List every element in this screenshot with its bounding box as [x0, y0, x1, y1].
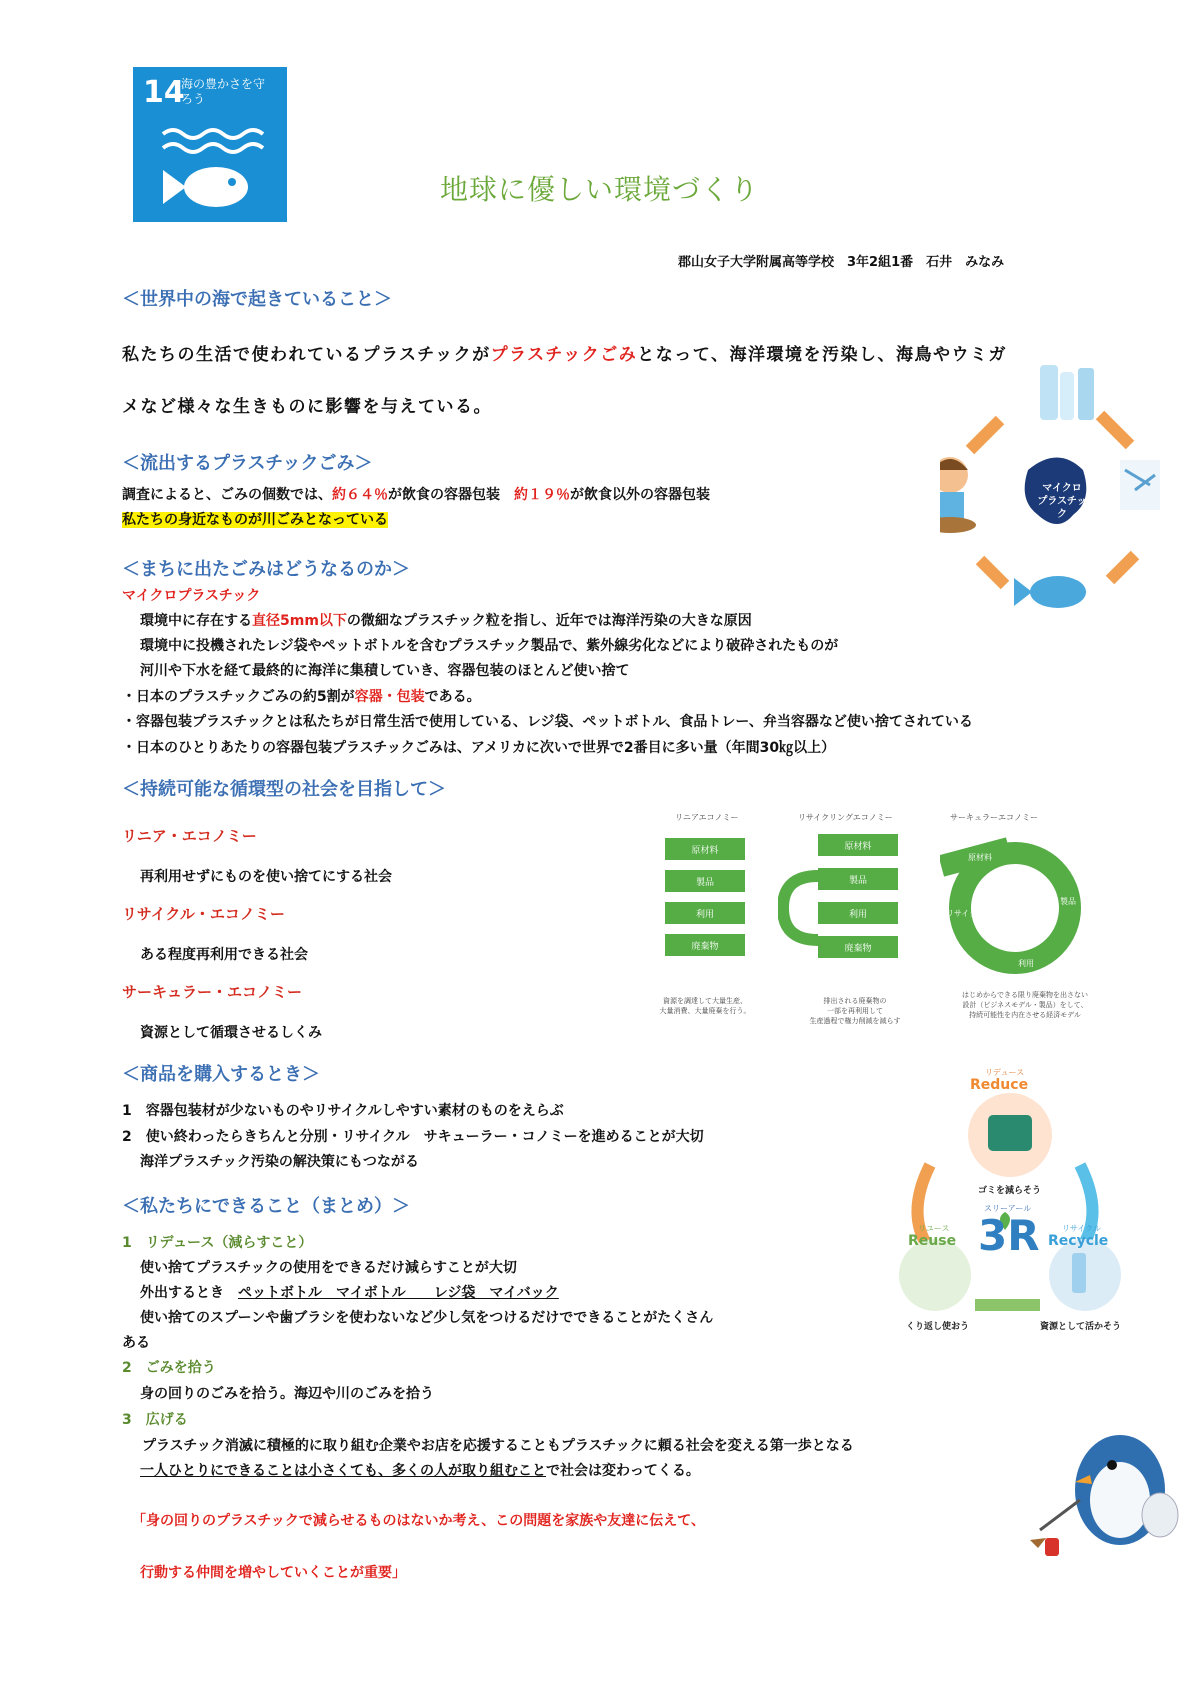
recycling-step: 原材料: [818, 834, 898, 856]
reuse-label: Reuse: [908, 1233, 957, 1249]
linear-note: 資源を調達して大量生産、 大量消費、大量廃棄を行う。: [659, 997, 751, 1015]
sdg14-logo: [133, 67, 287, 222]
reduce-label: Reduce: [970, 1077, 1029, 1093]
summary-item-2-title: 2 ごみを拾う: [122, 1360, 216, 1376]
closing-quote-line2: 行動する仲間を増やしていくことが重要」: [140, 1565, 406, 1581]
reuse-kana: リユース: [918, 1224, 950, 1233]
recycling-step: 廃棄物: [818, 936, 898, 958]
circular-label: 製品: [1060, 897, 1076, 906]
heading-purchasing: ＜商品を購入するとき＞: [122, 1064, 320, 1085]
bullet-packaging-definition: ・容器包装プラスチックとは私たちが日常生活で使用している、レジ袋、ペットボトル、食品トレー、弁当容器など使い捨てされている: [122, 714, 973, 730]
microplastic-line1: 環境中に存在する直径5mm以下の微細なプラスチック粒を指し、近年では海洋汚染の大きな原因: [140, 613, 752, 629]
sdg-number: 14: [143, 75, 185, 110]
three-r-diagram: [890, 1065, 1130, 1345]
summary-item-3-line2: 一人ひとりにできることは小さくても、多くの人が取り組むことで社会は変わってくる。: [140, 1463, 700, 1479]
cycle-center-label: マイクロ プラスチック: [1037, 483, 1087, 520]
circular-diagram-title: サーキュラーエコノミー: [950, 813, 1038, 822]
closing-quote-line1: 「身の回りのプラスチックで減らせるものはないか考え、この問題を家族や友達に伝えて、: [132, 1513, 706, 1529]
heading-circular-society: ＜持続可能な循環型の社会を目指して＞: [122, 779, 446, 800]
recycling-diagram-title: リサイクリングエコノミー: [798, 813, 893, 822]
recycle-economy-desc: ある程度再利用できる社会: [140, 947, 308, 963]
penguin-picking-litter-illustration: [1020, 1420, 1180, 1570]
linear-step: 原材料: [665, 838, 745, 860]
summary-item-3-line1: プラスチック消滅に積極的に取り組む企業やお店を応援することもプラスチックに頼る社会を変える第一歩となる: [142, 1438, 854, 1454]
linear-step: 廃棄物: [665, 934, 745, 956]
ocean-text-line2: メなど様々な生きものに影響を与えている。: [122, 397, 492, 417]
heading-world-ocean: ＜世界中の海で起きていること＞: [122, 289, 392, 310]
summary-item-1-line2: 外出するとき ペットボトル マイボトル レジ袋 マイバック: [140, 1285, 559, 1301]
purchase-tip-note: 海洋プラスチック汚染の解決策にもつながる: [140, 1154, 419, 1170]
page-title: 地球に優しい環境づくり: [440, 173, 760, 206]
recycle-label: Recycle: [1048, 1233, 1109, 1249]
three-r-kana: スリーアール: [984, 1204, 1032, 1213]
purchase-tip-2: 2 使い終わったらきちんと分別・リサイクル サキューラー・コノミーを進めることが大切: [122, 1129, 704, 1145]
purchase-tip-1: 1 容器包装材が少ないものやリサイクルしやすい素材のものをえらぶ: [122, 1103, 564, 1119]
heading-plastic-outflow: ＜流出するプラスチックごみ＞: [122, 453, 373, 474]
linear-economy-title: リニア・エコノミー: [122, 827, 257, 845]
three-r-title: 3R: [978, 1211, 1040, 1260]
microplastic-line3: 河川や下水を経て最終的に海洋に集積していき、容器包装のほとんど使い捨て: [140, 663, 630, 679]
summary-item-1-line4: ある: [122, 1335, 150, 1351]
author-line: 郡山女子大学附属高等学校 3年2組1番 石井 みなみ: [678, 255, 1005, 270]
recycle-economy-title: リサイクル・エコノミー: [122, 905, 285, 923]
survey-text: 調査によると、ごみの個数では、約６４％が飲食の容器包装 約１９％が飲食以外の容器包装: [122, 487, 710, 503]
ocean-text-line1: 私たちの生活で使われているプラスチックがプラスチックごみとなって、海洋環境を汚染し、海鳥やウミガ: [122, 345, 1007, 365]
circular-label: リサイクル: [946, 909, 985, 918]
recycling-note: 排出される廃棄物の 一部を再利用して 生産過程で権力削減を減らす: [809, 997, 901, 1025]
recycle-caption: 資源として活かそう: [1040, 1322, 1122, 1332]
economy-models-diagram: [650, 808, 1180, 1038]
circular-note: はじめからできる限り廃棄物を出さない 設計（ビジネスモデル・製品）をして、 持続可能性を内在させる経済モデル: [962, 991, 1088, 1019]
sdg-caption: 海の豊かさを守ろう: [181, 77, 266, 106]
recycling-step: 製品: [818, 868, 898, 890]
linear-step: 製品: [665, 870, 745, 892]
summary-item-1-line1: 使い捨てプラスチックの使用をできるだけ減らすことが大切: [140, 1260, 517, 1276]
bullet-packaging-share: ・日本のプラスチックごみの約5割が容器・包装である。: [122, 689, 481, 705]
circular-label: 原材料: [968, 853, 992, 862]
heading-summary: ＜私たちにできること（まとめ）＞: [122, 1196, 410, 1217]
recycling-loop-arrow: [778, 868, 822, 948]
recycle-kana: リサイクル: [1062, 1224, 1101, 1233]
summary-item-1-line3: 使い捨てのスプーンや歯ブラシを使わないなど少し気をつけるだけでできることがたくさん: [140, 1310, 714, 1326]
reuse-caption: くり返し使おう: [906, 1322, 970, 1332]
recycling-step: 利用: [818, 902, 898, 924]
fish-icon: [158, 122, 268, 217]
reduce-caption: ゴミを減らそう: [978, 1186, 1042, 1196]
summary-item-2-line1: 身の回りのごみを拾う。海辺や川のごみを拾う: [140, 1386, 434, 1402]
heading-street-litter: ＜まちに出たごみはどうなるのか＞: [122, 559, 410, 580]
circular-economy-title: サーキュラー・エコノミー: [122, 983, 303, 1001]
microplastic-subheading: マイクロプラスチック: [122, 588, 261, 604]
bullet-japan-per-capita: ・日本のひとりあたりの容器包装プラスチックごみは、アメリカに次いで世界で2番目に多い量（年間30㎏以上）: [122, 740, 836, 756]
linear-economy-desc: 再利用せずにものを使い捨てにする社会: [140, 869, 392, 885]
summary-item-1-title: 1 リデュース（減らすこと）: [122, 1235, 313, 1251]
circular-economy-desc: 資源として循環させるしくみ: [140, 1025, 322, 1041]
linear-step: 利用: [665, 902, 745, 924]
river-litter-highlight: 私たちの身近なものが川ごみとなっている: [122, 512, 388, 528]
microplastic-line2: 環境中に投機されたレジ袋やペットボトルを含むプラスチック製品で、紫外線劣化などにより破砕されたものが: [140, 638, 839, 654]
reduce-kana: リデュース: [985, 1068, 1025, 1077]
summary-item-3-title: 3 広げる: [122, 1412, 188, 1428]
circular-label: 利用: [1018, 959, 1034, 968]
microplastic-cycle-diagram: [940, 360, 1175, 620]
linear-diagram-title: リニアエコノミー: [675, 813, 739, 822]
